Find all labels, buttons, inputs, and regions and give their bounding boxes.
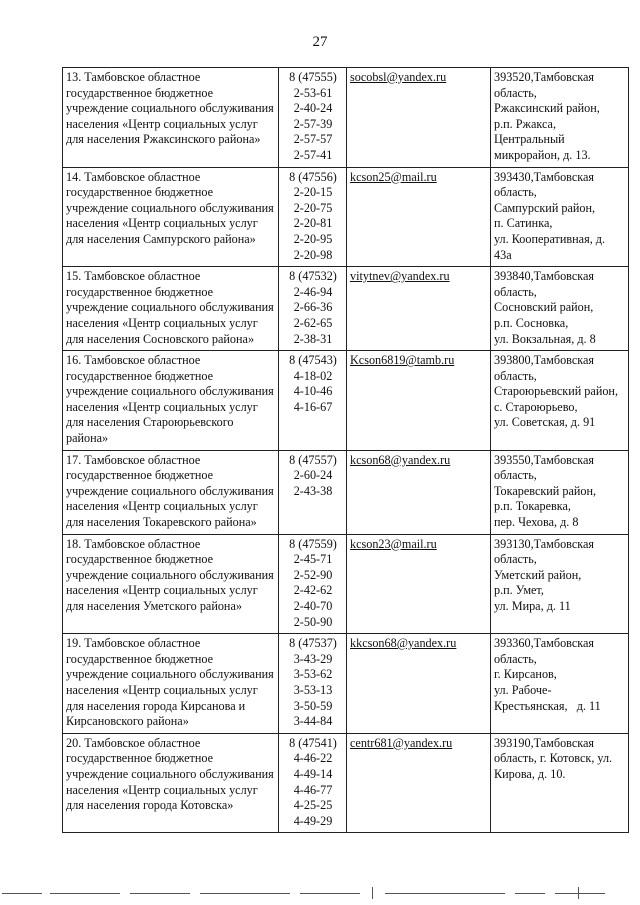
- phone-number: 2-46-94: [293, 284, 333, 299]
- email-link[interactable]: kcson25@mail.ru: [350, 169, 437, 184]
- email-cell: [347, 534, 491, 634]
- address-line: р.п. Сосновка,: [494, 315, 569, 330]
- phone-number: 2-40-70: [293, 599, 333, 613]
- phone-number: 3-53-13: [293, 682, 333, 697]
- address-line: Крестьянская, д. 11: [494, 698, 601, 713]
- phone-number: 2-20-98: [293, 247, 333, 262]
- phone-number: 2-43-38: [293, 483, 333, 498]
- phone-area-code: 8 (47559): [289, 536, 337, 551]
- address-line: область,: [494, 185, 537, 200]
- address-line: Сампурский район,: [494, 200, 596, 215]
- address-line: микрорайон, д. 13.: [494, 147, 591, 162]
- address-cell: [491, 534, 629, 634]
- address-line: Ржаксинский район,: [494, 101, 600, 116]
- institution-name-cell: [63, 534, 279, 634]
- institution-name-cell: [63, 167, 279, 267]
- phone-cell: [279, 351, 347, 451]
- address-line: ул. Вокзальная, д. 8: [494, 331, 596, 346]
- email-link[interactable]: kkcson68@yandex.ru: [350, 636, 457, 651]
- address-line: область,: [494, 468, 537, 483]
- phone-number: 3-50-59: [293, 698, 333, 713]
- table-body: [63, 68, 629, 833]
- phone-area-code: 8 (47557): [289, 452, 337, 467]
- email-cell: [347, 450, 491, 534]
- email-cell: [347, 634, 491, 734]
- address-line: 393430,Тамбовская: [494, 169, 595, 184]
- phone-cell: [279, 733, 347, 833]
- phone-cell: [279, 450, 347, 534]
- phone-number: 2-52-90: [293, 567, 333, 582]
- phone-number: 2-20-95: [293, 231, 333, 246]
- institution-name: 20. Тамбовское областное государственное бюджетное учреждение социального обслуживания населения «Центр социальных услуг для населения города Котовска»: [66, 735, 274, 813]
- phone-number: 2-57-57: [293, 132, 333, 147]
- table-row: [63, 351, 629, 451]
- address-line: 393550,Тамбовская: [494, 452, 595, 467]
- institution-name: 15. Тамбовское областное государственное бюджетное учреждение социального обслуживания населения «Центр социальных услуг для населения Сосновского района»: [66, 269, 274, 346]
- email-cell: [347, 167, 491, 267]
- phone-number: 4-46-22: [293, 751, 333, 766]
- email-link[interactable]: kcson23@mail.ru: [350, 536, 437, 551]
- email-cell: [347, 68, 491, 168]
- address-line: р.п. Умет,: [494, 583, 544, 598]
- address-cell: [491, 68, 629, 168]
- table-row: [63, 68, 629, 168]
- phone-number: 4-16-67: [293, 399, 333, 414]
- address-line: 43а: [494, 247, 512, 262]
- institution-name: 16. Тамбовское областное государственное бюджетное учреждение социального обслуживания населения «Центр социальных услуг для населения Староюрьевского района»: [66, 353, 274, 446]
- table-row: [63, 634, 629, 734]
- address-line: 393800,Тамбовская: [494, 353, 595, 368]
- address-line: Кирова, д. 10.: [494, 766, 566, 781]
- address-line: Центральный: [494, 132, 565, 147]
- address-line: ул. Кооперативная, д.: [494, 231, 606, 246]
- address-line: г. Кирсанов,: [494, 667, 557, 682]
- phone-number: 4-49-14: [293, 766, 333, 781]
- institution-name: 17. Тамбовское областное государственное бюджетное учреждение социального обслуживания населения «Центр социальных услуг для населения Токаревского района»: [66, 452, 274, 530]
- phone-area-code: 8 (47543): [289, 353, 337, 368]
- institution-name: 19. Тамбовское областное государственное бюджетное учреждение социального обслуживания населения «Центр социальных услуг для населения города Кирсанова и Кирсановского района»: [66, 636, 274, 729]
- address-line: 393520,Тамбовская: [494, 70, 595, 84]
- address-cell: [491, 267, 629, 351]
- phone-area-code: 8 (47532): [289, 269, 337, 284]
- phone-number: 2-60-24: [293, 468, 333, 483]
- address-line: ул. Мира, д. 11: [494, 599, 571, 613]
- address-cell: [491, 634, 629, 734]
- email-link[interactable]: kcson68@yandex.ru: [350, 452, 451, 467]
- phone-number: 3-44-84: [293, 714, 333, 729]
- institution-name-cell: [63, 450, 279, 534]
- address-line: 393360,Тамбовская: [494, 636, 595, 651]
- table-row: [63, 450, 629, 534]
- address-line: Сосновский район,: [494, 300, 594, 315]
- institution-name: 14. Тамбовское областное государственное бюджетное учреждение социального обслуживания населения «Центр социальных услуг для населения Сампурского района»: [66, 169, 274, 246]
- address-line: область,: [494, 284, 537, 299]
- page-footer-rule: [0, 885, 640, 905]
- phone-number: 4-25-25: [293, 798, 333, 813]
- institution-name-cell: [63, 634, 279, 734]
- institution-name-cell: [63, 68, 279, 168]
- institution-name: 18. Тамбовское областное государственное бюджетное учреждение социального обслуживания населения «Центр социальных услуг для населения Уметского района»: [66, 536, 274, 613]
- phone-number: 2-20-81: [293, 216, 333, 231]
- phone-number: 2-50-90: [293, 614, 333, 629]
- phone-area-code: 8 (47556): [289, 169, 337, 184]
- address-line: Уметский район,: [494, 567, 582, 582]
- address-line: Староюрьевский район,: [494, 384, 618, 399]
- email-link[interactable]: Kcson6819@tamb.ru: [350, 353, 455, 368]
- phone-number: 2-62-65: [293, 315, 333, 330]
- address-line: р.п. Токаревка,: [494, 499, 571, 514]
- phone-cell: [279, 167, 347, 267]
- email-cell: [347, 267, 491, 351]
- address-line: область, г. Котовск, ул.: [494, 751, 613, 766]
- phone-number: 2-53-61: [293, 85, 333, 100]
- address-line: с. Староюрьево,: [494, 399, 578, 414]
- phone-number: 2-40-24: [293, 101, 333, 116]
- table-row: [63, 534, 629, 634]
- address-line: 393130,Тамбовская: [494, 536, 595, 551]
- table-row: [63, 167, 629, 267]
- institution-name-cell: [63, 267, 279, 351]
- page-number: 27: [312, 34, 328, 50]
- phone-number: 2-66-36: [293, 300, 333, 315]
- table-row: [63, 733, 629, 833]
- address-cell: [491, 733, 629, 833]
- address-cell: [491, 450, 629, 534]
- institution-name: 13. Тамбовское областное государственное бюджетное учреждение социального обслуживания населения «Центр социальных услуг для населения Ржаксинского района»: [66, 70, 274, 147]
- institutions-table: [62, 67, 629, 833]
- phone-cell: [279, 68, 347, 168]
- address-line: пер. Чехова, д. 8: [494, 515, 579, 530]
- address-line: область,: [494, 651, 537, 666]
- address-line: ул. Советская, д. 91: [494, 415, 596, 430]
- address-line: 393190,Тамбовская: [494, 735, 595, 750]
- address-cell: [491, 351, 629, 451]
- email-cell: [347, 351, 491, 451]
- institution-name-cell: [63, 733, 279, 833]
- phone-number: 4-10-46: [293, 384, 333, 399]
- email-cell: [347, 733, 491, 833]
- phone-area-code: 8 (47537): [289, 636, 337, 651]
- phone-number: 2-57-41: [293, 147, 333, 162]
- address-line: Токаревский район,: [494, 483, 597, 498]
- phone-number: 4-46-77: [293, 782, 333, 797]
- phone-number: 2-20-15: [293, 185, 333, 200]
- phone-number: 2-42-62: [293, 583, 333, 598]
- phone-number: 3-53-62: [293, 667, 333, 682]
- address-line: область,: [494, 368, 537, 383]
- institution-name-cell: [63, 351, 279, 451]
- address-line: п. Сатинка,: [494, 216, 553, 231]
- address-line: область,: [494, 85, 537, 100]
- address-line: 393840,Тамбовская: [494, 269, 595, 284]
- email-link[interactable]: vitytnev@yandex.ru: [350, 269, 450, 284]
- phone-number: 2-57-39: [293, 116, 333, 131]
- email-link[interactable]: centr681@yandex.ru: [350, 735, 453, 750]
- phone-number: 4-18-02: [293, 368, 333, 383]
- phone-number: 3-43-29: [293, 651, 333, 666]
- phone-number: 4-49-29: [293, 813, 333, 828]
- address-line: ул. Рабоче-: [494, 682, 552, 697]
- phone-number: 2-45-71: [293, 552, 333, 567]
- phone-area-code: 8 (47541): [289, 735, 337, 750]
- email-link[interactable]: socobsl@yandex.ru: [350, 70, 447, 84]
- address-line: область,: [494, 552, 537, 567]
- phone-cell: [279, 634, 347, 734]
- phone-cell: [279, 534, 347, 634]
- phone-area-code: 8 (47555): [289, 70, 337, 84]
- address-cell: [491, 167, 629, 267]
- address-line: р.п. Ржакса,: [494, 116, 556, 131]
- phone-cell: [279, 267, 347, 351]
- phone-number: 2-38-31: [293, 331, 333, 346]
- table-row: [63, 267, 629, 351]
- phone-number: 2-20-75: [293, 200, 333, 215]
